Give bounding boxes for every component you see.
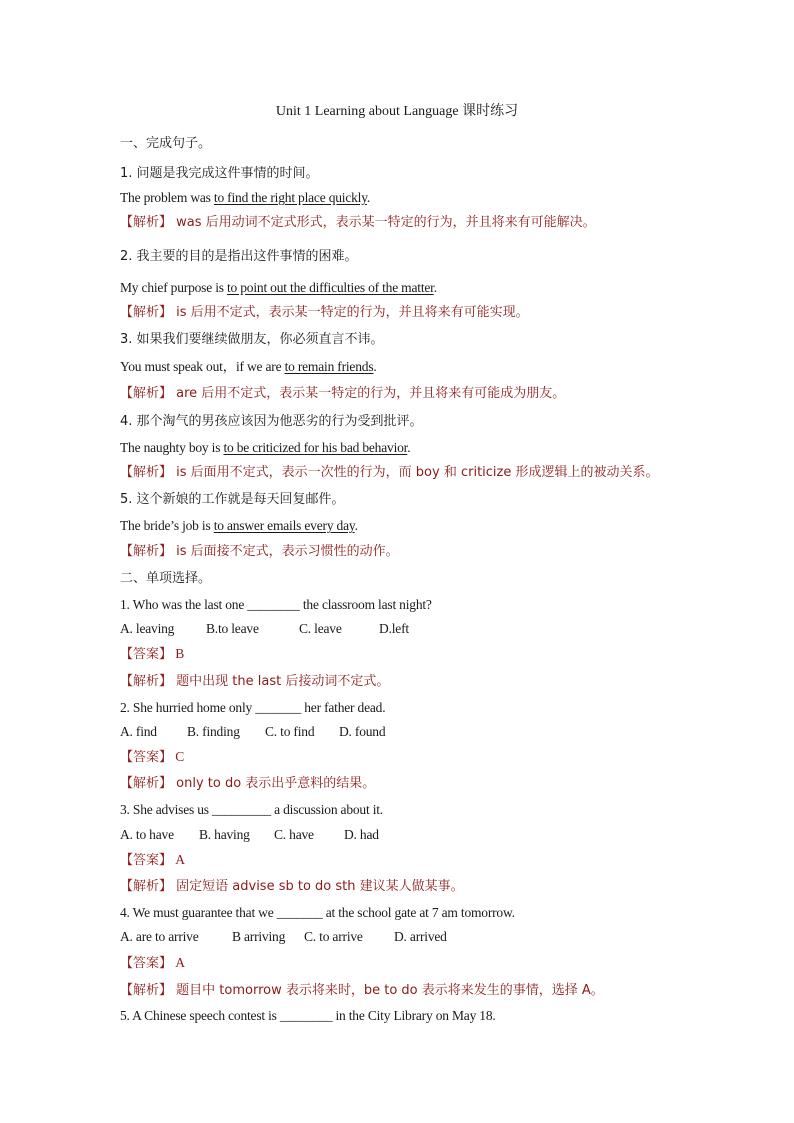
mc1-option-c: C. leave <box>299 621 342 636</box>
mc4-options <box>120 928 447 946</box>
answer-tag: 【答案】 <box>120 956 173 971</box>
q1-chinese: 1. 问题是我完成这件事情的时间。 <box>120 166 319 181</box>
mc1-answer <box>120 645 184 664</box>
mc2-option-c: C. to find <box>265 724 315 739</box>
analysis-tag: 【解析】 <box>120 674 173 689</box>
q1-answer: to find the right place quickly <box>213 190 367 205</box>
q2-english-prefix: My chief purpose is <box>120 280 227 295</box>
mc1-options <box>120 620 409 638</box>
q4-english-suffix: . <box>407 440 411 455</box>
q2-answer: to point out the difficulties of the matter <box>226 280 434 295</box>
q3-analysis-text: are 后用不定式，表示某一特定的行为，并且将来有可能成为朋友。 <box>172 386 566 401</box>
mc2-option-b: B. finding <box>187 724 240 739</box>
q2-analysis <box>120 304 529 322</box>
mc4-option-b: B arriving <box>232 929 286 944</box>
analysis-tag: 【解析】 <box>120 465 173 480</box>
q3-english-prefix: You must speak out，if we are <box>120 359 285 374</box>
section-heading-2: 二、单项选择。 <box>120 571 212 586</box>
analysis-tag: 【解析】 <box>120 879 173 894</box>
page-title: Unit 1 Learning about Language 课时练习 <box>275 104 519 119</box>
mc1-option-b: B.to leave <box>206 621 259 636</box>
mc4-option-c: C. to arrive <box>304 929 363 944</box>
mc2-option-d: D. found <box>339 724 386 739</box>
q1-analysis <box>120 214 596 232</box>
mc3-options <box>120 826 379 844</box>
q1-english-suffix: . <box>366 190 371 205</box>
q1-english-prefix: The problem was <box>120 190 214 205</box>
mc1-explanation <box>120 673 389 691</box>
mc3-option-b: B. having <box>199 827 250 842</box>
q2-analysis-text: is 后用不定式，表示某一特定的行为，并且将来有可能实现。 <box>172 305 529 320</box>
mc2-options <box>120 723 385 741</box>
mc3-stem: 3. She advises us _________ a discussion about it. <box>120 802 383 817</box>
mc3-answer-value: A <box>172 852 185 867</box>
q2-english <box>120 279 437 297</box>
section-heading-1: 一、完成句子。 <box>120 136 212 151</box>
answer-tag: 【答案】 <box>120 647 173 662</box>
mc1-explanation-text: 题中出现 the last 后接动词不定式。 <box>172 674 390 689</box>
answer-tag: 【答案】 <box>120 853 173 868</box>
q2-english-suffix: . <box>433 280 437 295</box>
q3-chinese: 3. 如果我们要继续做朋友，你必须直言不讳。 <box>120 332 384 347</box>
analysis-tag: 【解析】 <box>120 305 173 320</box>
mc1-option-a: A. leaving <box>120 621 175 636</box>
q5-english <box>120 517 358 535</box>
q5-english-suffix: . <box>354 518 358 533</box>
answer-tag: 【答案】 <box>120 750 173 765</box>
q5-english-prefix: The bride’s job is <box>120 518 214 533</box>
q3-answer: to remain friends <box>284 359 374 374</box>
mc1-option-d: D.left <box>379 621 409 636</box>
mc4-option-a: A. are to arrive <box>120 929 199 944</box>
q3-english <box>120 358 377 376</box>
mc4-option-d: D. arrived <box>394 929 447 944</box>
q3-analysis <box>120 385 565 403</box>
mc5-stem: 5. A Chinese speech contest is ________ in the City Library on May 18. <box>120 1008 496 1023</box>
mc4-explanation <box>120 982 604 1000</box>
mc4-explanation-text: 题目中 tomorrow 表示将来时，be to do 表示将来发生的事情，选择 A。 <box>172 983 604 998</box>
q5-answer: to answer emails every day <box>213 518 355 533</box>
q1-analysis-text: was 后用动词不定式形式，表示某一特定的行为，并且将来有可能解决。 <box>172 215 596 230</box>
q2-chinese: 2. 我主要的目的是指出这件事情的困难。 <box>120 249 358 264</box>
mc4-answer <box>120 954 185 973</box>
mc3-option-a: A. to have <box>120 827 174 842</box>
mc2-explanation-text: only to do 表示出乎意料的结果。 <box>172 776 376 791</box>
q1-english <box>120 189 370 207</box>
q4-english-prefix: The naughty boy is <box>120 440 224 455</box>
q4-english <box>120 439 410 457</box>
mc3-explanation <box>120 878 464 896</box>
mc1-answer-value: B <box>172 646 184 661</box>
mc4-stem: 4. We must guarantee that we _______ at the school gate at 7 am tomorrow. <box>120 905 515 920</box>
q5-chinese: 5. 这个新娘的工作就是每天回复邮件。 <box>120 492 345 507</box>
mc3-option-d: D. had <box>344 827 379 842</box>
q4-analysis-text: is 后面用不定式，表示一次性的行为，而 boy 和 criticize 形成逻辑上的被动关系。 <box>172 465 659 480</box>
mc1-stem: 1. Who was the last one ________ the classroom last night? <box>120 597 432 612</box>
q4-analysis <box>120 464 659 482</box>
q5-analysis-text: is 后面接不定式，表示习惯性的动作。 <box>172 544 399 559</box>
mc3-option-c: C. have <box>274 827 314 842</box>
q4-chinese: 4. 那个淘气的男孩应该因为他恶劣的行为受到批评。 <box>120 414 423 429</box>
mc2-stem: 2. She hurried home only _______ her father dead. <box>120 700 386 715</box>
mc4-answer-value: A <box>172 955 185 970</box>
q3-english-suffix: . <box>373 359 377 374</box>
mc2-explanation <box>120 775 375 793</box>
analysis-tag: 【解析】 <box>120 215 173 230</box>
q5-analysis <box>120 543 399 561</box>
mc2-answer-value: C <box>172 749 184 764</box>
analysis-tag: 【解析】 <box>120 386 173 401</box>
analysis-tag: 【解析】 <box>120 776 173 791</box>
q4-answer: to be criticized for his bad behavior <box>223 440 408 455</box>
mc2-answer <box>120 748 184 767</box>
mc2-option-a: A. find <box>120 724 157 739</box>
mc3-answer <box>120 851 185 870</box>
analysis-tag: 【解析】 <box>120 983 173 998</box>
mc3-explanation-text: 固定短语 advise sb to do sth 建议某人做某事。 <box>172 879 464 894</box>
analysis-tag: 【解析】 <box>120 544 173 559</box>
